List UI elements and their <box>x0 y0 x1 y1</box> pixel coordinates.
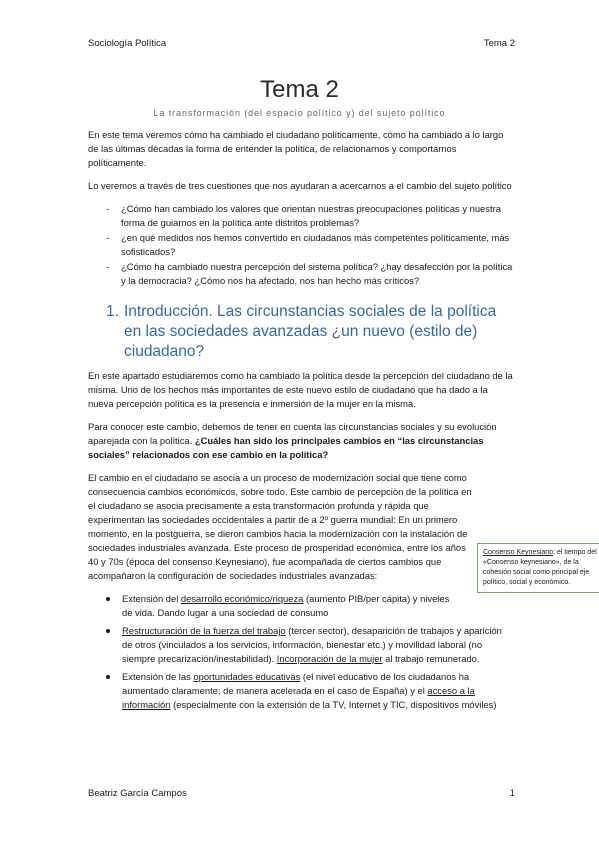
questions-list <box>88 202 514 288</box>
bullet-underlined: Incorporación de la mujer <box>276 653 383 664</box>
bullet-text: (el nivel educativo de los ciudadanos ha aumentado claramente; de manera acelerada en el caso de España) y el <box>122 671 470 696</box>
bullet-underlined: Restructuración de la fuerza del trabajo <box>122 625 286 636</box>
page-number: 1 <box>509 788 515 799</box>
document-body <box>88 128 514 716</box>
paragraph-cambio: El cambio en el ciudadano se asocia a un proceso de modernización social que tiene como consecuencia cambios económicos, sobre todo. Este cambio de percepción de la política en el ciudadano se asocia precisamente a esta transformación profunda y rápida que experimentan las sociedades occidentales a partir de a 2º guerra mundial: En un primero momento, en la postguerra, se dieron cambios hacia la modernización con la instalación de sociedades industriales avanzada. Este proceso de prosperidad económica, entre los años 40 y 70s (época del consenso Keynesiano), fue acompañada de ciertos cambios que acompañaron la configuración de sociedades industriales avanzadas: <box>88 472 472 581</box>
question-item: - ¿Cómo han cambiado los valores que orientan nuestras preocupaciones políticas y nuestra forma de guiarnos en la política ante distritos problemas? <box>88 202 514 230</box>
bullet-text: Extensión de las <box>122 671 194 682</box>
header-right: Tema 2 <box>483 38 515 49</box>
bullet-text: (especialmente con la extensión de la TV, Internet y TIC, dispositivos móviles) <box>170 699 497 710</box>
definition-sidebox <box>477 543 599 593</box>
question-item: - ¿en qué medidos nos hemos convertido en ciudadanos más competentes políticamente, más sofisticados? <box>88 231 514 259</box>
bullet-text: (aumento PIB/per cápita) y niveles de vida. Dando lugar a una sociedad de consumo <box>122 593 450 618</box>
paragraph-conocer <box>88 420 514 462</box>
list-item <box>88 592 457 620</box>
bullet-underlined: desarrollo económico/riqueza <box>180 593 304 604</box>
section-heading <box>88 302 514 362</box>
intro-paragraph-1: En este tema veremos cómo ha cambiado el ciudadano políticamente, cómo ha cambiado a lo largo de las últimas décadas la forma de entender la política, de relacionarnos y comportarnos políticamente. <box>88 129 504 168</box>
bullet-underlined: acceso a la información <box>122 685 475 710</box>
paragraph-conocer-text: Para conocer este cambio, debemos de tener en cuenta las circunstancias sociales y su evolución aparejada con la política. <box>88 421 497 446</box>
list-item <box>88 624 514 666</box>
document-title: Tema 2 <box>260 76 339 103</box>
document-subtitle: La transformación (del espacio político y) del sujeto político <box>153 108 446 118</box>
sidebox-text: : el tiempo del «Consenso keynesiano», de la cohesión social como principal eje político, social y económico. <box>483 549 597 586</box>
sidebox-term: Consenso Keynesiano <box>483 549 554 556</box>
section-heading-text: Introducción. Las circunstancias sociales de la política en las sociedades avanzadas ¿un nuevo (estilo de) ciudadano? <box>124 303 497 360</box>
changes-list <box>88 592 514 712</box>
footer-author: Beatriz García Campos <box>88 788 187 799</box>
header-left: Sociología Política <box>88 38 167 49</box>
bullet-underlined: oportunidades educativas <box>193 671 301 682</box>
paragraph-estudiaremos: En este apartado estudiaremos como ha cambiado la política desde la percepción del ciudadano de la misma. Uno de los hechos más importantes de este nuevo estilo de ciudadano que ha dado a la nueva percepción política es la presencia e inmersión de la mujer en la misma. <box>88 370 513 409</box>
bullet-text: al trabajo remunerado. <box>382 653 480 664</box>
intro-paragraph-2: Lo veremos a través de tres cuestiones que nos ayudaran a acercarnos a el cambio del sujeto político <box>88 180 512 191</box>
section-number: 1. <box>106 303 119 320</box>
bullet-text: Extensión del <box>122 593 181 604</box>
question-item: - ¿Cómo ha cambiado nuestra percepción del sistema política? ¿hay desafección por la política y la democracia? ¿Cómo nos ha afectado, nos han hecho más críticos? <box>88 260 514 288</box>
paragraph-conocer-question: ¿Cuáles han sido los principales cambios en “las circunstancias sociales” relacionados con ese cambio en la política? <box>88 435 484 460</box>
bullet-text: (tercer sector), desaparición de trabajos y aparición de otros (vinculados a los servicios, información, bienestar etc.) y movilidad laboral (no siempre precarización/inestabilidad). <box>122 625 502 664</box>
list-item <box>88 670 514 712</box>
